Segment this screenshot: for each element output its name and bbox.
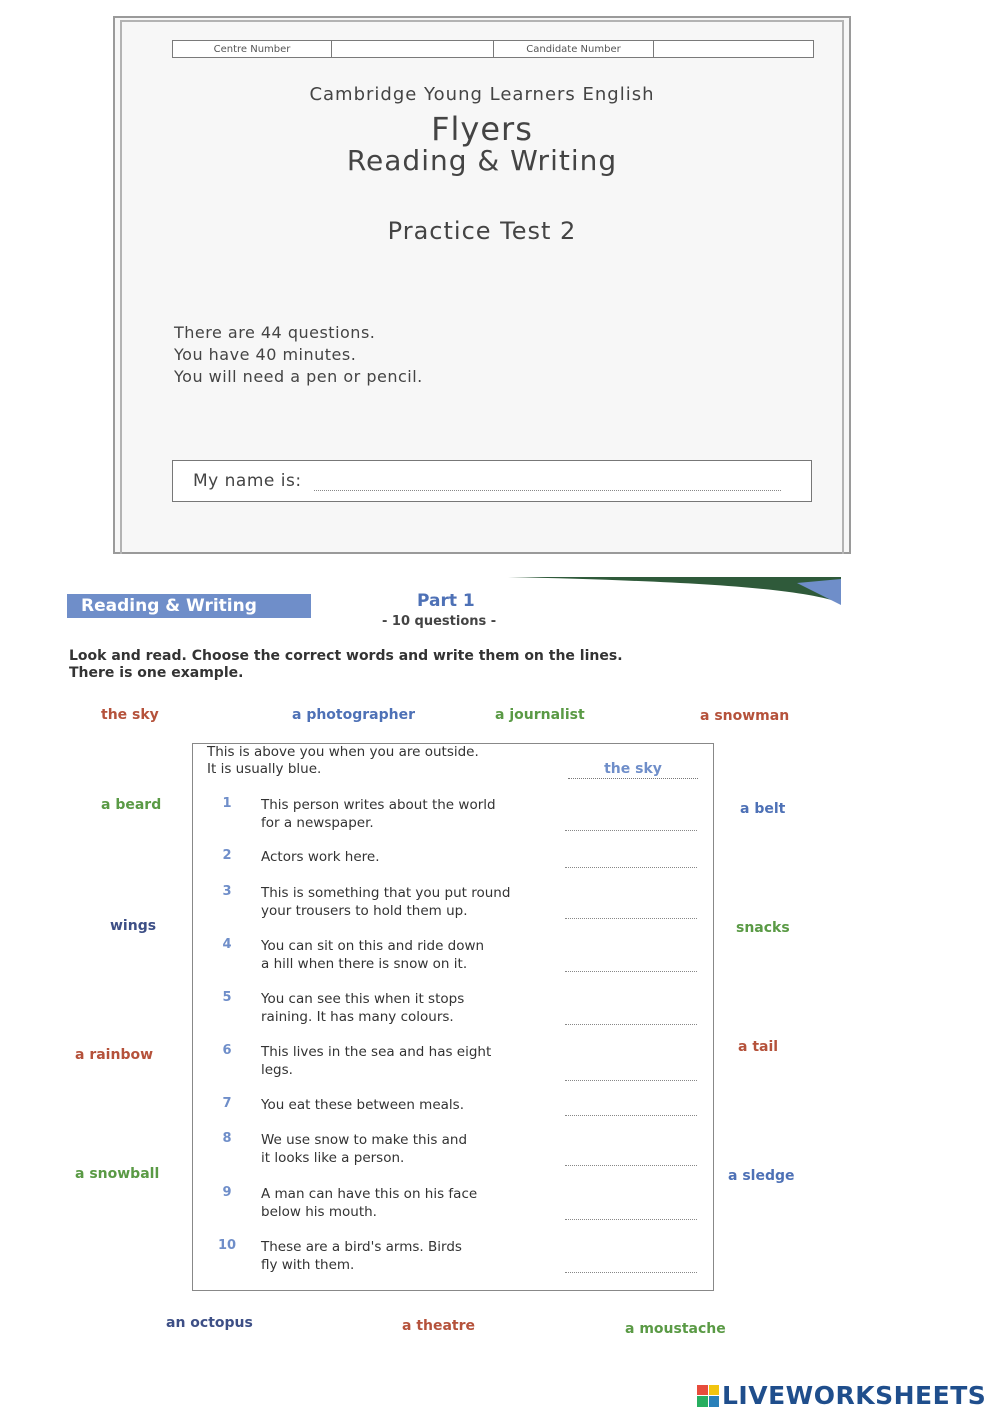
- question-line: a hill when there is snow on it.: [261, 956, 468, 972]
- question-line: You eat these between meals.: [261, 1097, 464, 1113]
- centre-number-field[interactable]: [332, 41, 494, 57]
- question-number: 4: [222, 937, 232, 952]
- question-line: below his mouth.: [261, 1204, 377, 1220]
- name-box: [172, 460, 812, 502]
- word-option: wings: [110, 918, 157, 934]
- word-option: a photographer: [292, 707, 415, 723]
- instructions: [69, 648, 623, 682]
- liveworksheets-mark-icon: [697, 1385, 719, 1407]
- word-option: a tail: [738, 1039, 779, 1055]
- example-line: It is usually blue.: [207, 761, 322, 777]
- name-input-line[interactable]: [314, 480, 781, 491]
- question-line: We use snow to make this and: [261, 1132, 468, 1148]
- centre-number-label: Centre Number: [173, 41, 332, 57]
- question-number: 6: [222, 1043, 232, 1058]
- word-option: a snowman: [700, 708, 790, 724]
- part-subtitle: - 10 questions -: [382, 614, 497, 629]
- question-item: [193, 1185, 713, 1225]
- question-line: for a newspaper.: [261, 815, 374, 831]
- question-line: fly with them.: [261, 1257, 355, 1273]
- instruction-line: There is one example.: [69, 665, 244, 681]
- name-label: My name is:: [193, 471, 302, 491]
- question-number: 7: [222, 1096, 232, 1111]
- question-number: 3: [222, 884, 232, 899]
- question-text: [261, 1096, 571, 1114]
- answer-line[interactable]: [565, 829, 697, 831]
- word-option: snacks: [736, 920, 790, 936]
- question-number: 5: [222, 990, 232, 1005]
- info-line: You will need a pen or pencil.: [174, 367, 423, 386]
- question-line: legs.: [261, 1062, 293, 1078]
- question-text: [261, 1131, 571, 1167]
- question-item: [193, 848, 713, 888]
- answer-line[interactable]: [565, 970, 697, 972]
- question-item: [193, 1238, 713, 1278]
- question-item: [193, 990, 713, 1030]
- question-number: 10: [217, 1238, 237, 1253]
- question-item: [193, 1096, 713, 1136]
- question-line: A man can have this on his face: [261, 1186, 478, 1202]
- word-option: a theatre: [402, 1318, 476, 1334]
- question-number: 2: [222, 848, 232, 863]
- test-info: [174, 322, 423, 388]
- question-number: 8: [222, 1131, 232, 1146]
- part1-page: [37, 577, 841, 1342]
- question-text: [261, 848, 571, 866]
- question-line: This is something that you put round: [261, 885, 511, 901]
- question-line: This person writes about the world: [261, 797, 496, 813]
- word-option: an octopus: [166, 1315, 253, 1331]
- question-item: [193, 937, 713, 977]
- series-title: Cambridge Young Learners English: [309, 84, 655, 105]
- logo-text: LIVEWORKSHEETS: [722, 1381, 987, 1410]
- candidate-table: [172, 40, 814, 58]
- word-option: a belt: [740, 801, 786, 817]
- example-answer: the sky: [568, 761, 698, 779]
- example-line: This is above you when you are outside.: [207, 744, 479, 760]
- question-line: You can sit on this and ride down: [261, 938, 485, 954]
- word-option: a journalist: [495, 707, 585, 723]
- practice-test-title: Practice Test 2: [387, 217, 577, 245]
- example-question: [207, 744, 479, 778]
- cover-title: Flyers: [431, 110, 533, 148]
- cover-frame: [120, 20, 844, 554]
- word-option: a moustache: [625, 1321, 726, 1337]
- cover-subtitle: Reading & Writing: [346, 144, 618, 177]
- question-text: [261, 1238, 571, 1274]
- answer-line[interactable]: [565, 1079, 697, 1081]
- question-text: [261, 884, 571, 920]
- part-title: Part 1: [417, 591, 475, 611]
- question-text: [261, 1185, 571, 1221]
- answer-line[interactable]: [565, 1114, 697, 1116]
- question-text: [261, 937, 571, 973]
- info-line: There are 44 questions.: [174, 323, 376, 342]
- info-line: You have 40 minutes.: [174, 345, 357, 364]
- question-number: 9: [222, 1185, 232, 1200]
- question-line: This lives in the sea and has eight: [261, 1044, 492, 1060]
- word-option: a snowball: [75, 1166, 160, 1182]
- answer-line[interactable]: [565, 1271, 697, 1273]
- question-text: [261, 1043, 571, 1079]
- answer-line[interactable]: [565, 917, 697, 919]
- word-option: the sky: [101, 707, 159, 723]
- question-item: [193, 884, 713, 924]
- word-option: a rainbow: [75, 1047, 154, 1063]
- answer-line[interactable]: [565, 1164, 697, 1166]
- word-option: a sledge: [728, 1168, 795, 1184]
- question-line: These are a bird's arms. Birds: [261, 1239, 462, 1255]
- question-line: raining. It has many colours.: [261, 1009, 454, 1025]
- answer-line[interactable]: [565, 1023, 697, 1025]
- question-box: [192, 743, 714, 1291]
- question-line: You can see this when it stops: [261, 991, 465, 1007]
- answer-line[interactable]: [565, 866, 697, 868]
- question-text: [261, 990, 571, 1026]
- question-item: [193, 1131, 713, 1171]
- question-line: your trousers to hold them up.: [261, 903, 468, 919]
- candidate-number-label: Candidate Number: [494, 41, 654, 57]
- instruction-line: Look and read. Choose the correct words and write them on the lines.: [69, 648, 623, 664]
- cover-page: [113, 16, 851, 554]
- liveworksheets-logo: [697, 1381, 986, 1410]
- question-item: [193, 796, 713, 836]
- question-item: [193, 1043, 713, 1083]
- word-option: a beard: [101, 797, 162, 813]
- question-number: 1: [222, 796, 232, 811]
- question-line: it looks like a person.: [261, 1150, 405, 1166]
- question-text: [261, 796, 571, 832]
- question-line: Actors work here.: [261, 849, 380, 865]
- answer-line[interactable]: [565, 1218, 697, 1220]
- section-label: Reading & Writing: [67, 594, 311, 618]
- candidate-number-field[interactable]: [654, 41, 813, 57]
